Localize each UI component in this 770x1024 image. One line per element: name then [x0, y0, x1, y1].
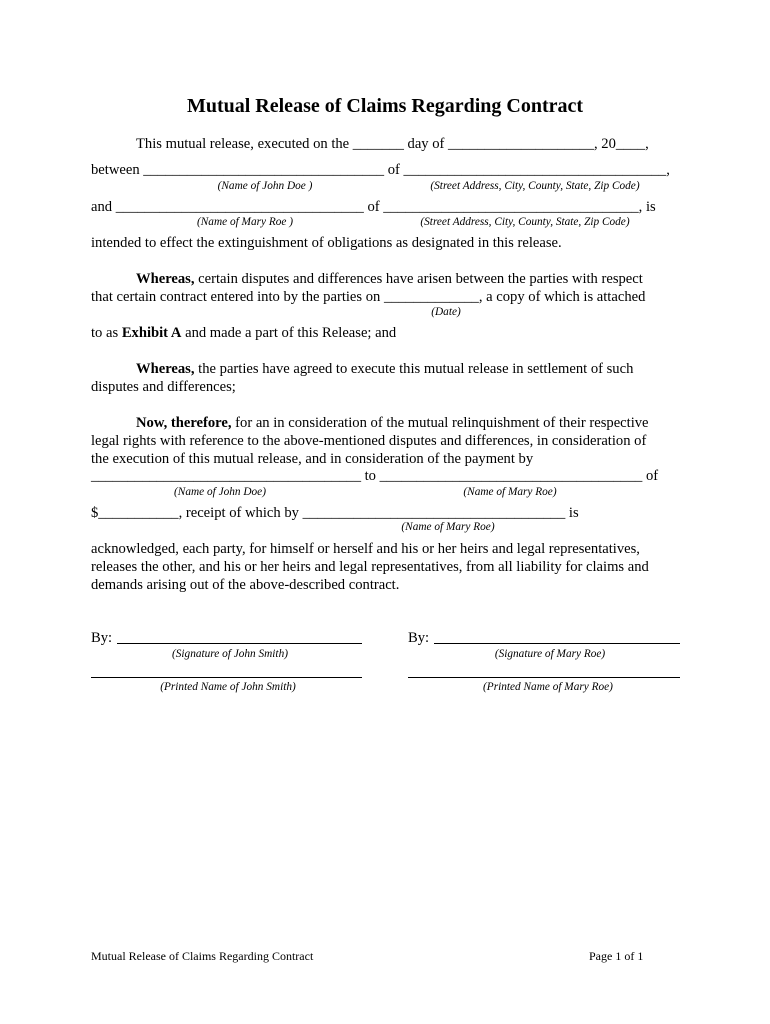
caption-john-doe-name: (Name of John Doe ) [217, 180, 313, 192]
whereas2-line-1-text: the parties have agreed to execute this mutual release in settlement of such [194, 361, 634, 377]
now-line-6: acknowledged, each party, for himself or herself and his or her heirs and legal representatives, [91, 541, 640, 557]
now-line-4: _____________________________________ to ____________________________________ of [91, 468, 659, 484]
printed-name-line-mary-roe [408, 677, 680, 678]
signature-line-john-smith [117, 643, 362, 644]
exhibit-a-label: Exhibit A [121, 325, 182, 341]
whereas1-line-3 [91, 325, 396, 342]
document-title: Mutual Release of Claims Regarding Contract [186, 95, 584, 117]
caption-payer-name: (Name of John Doe) [174, 486, 266, 498]
whereas2-line-2: disputes and differences; [91, 379, 236, 395]
now-line-2: legal rights with reference to the above-mentioned disputes and differences, in consideration of [91, 433, 647, 449]
now-line-7: releases the other, and his or her heirs and legal representatives, from all liability for claims and [91, 559, 649, 575]
caption-signature-john-smith: (Signature of John Smith) [172, 648, 288, 660]
whereas1-line-1-text: certain disputes and differences have arisen between the parties with respect [194, 271, 643, 287]
whereas1-line-2: that certain contract entered into by the parties on _____________, a copy of which is attached [91, 289, 646, 305]
now-line-1-text: for an in consideration of the mutual relinquishment of their respective [231, 415, 649, 431]
intro-line-3: and __________________________________ of ___________________________________, is [91, 199, 656, 215]
whereas2-keyword: Whereas, [136, 361, 195, 377]
whereas1-keyword: Whereas, [136, 271, 195, 287]
caption-receiver-name: (Name of Mary Roe) [401, 521, 495, 533]
caption-mary-roe-name: (Name of Mary Roe ) [197, 216, 293, 228]
intro-line-4: intended to effect the extinguishment of obligations as designated in this release. [91, 235, 562, 251]
now-line-8: demands arising out of the above-described contract. [91, 577, 400, 593]
intro-line-2: between _________________________________ of ____________________________________, [91, 162, 670, 178]
whereas2-line-1 [136, 361, 633, 378]
whereas1-line-3-post: and made a part of this Release; and [181, 325, 397, 341]
caption-printed-name-mary-roe: (Printed Name of Mary Roe) [483, 681, 613, 693]
signature-by-left: By: [91, 630, 113, 646]
caption-payee-name: (Name of Mary Roe) [463, 486, 557, 498]
now-therefore-keyword: Now, therefore, [136, 415, 232, 431]
footer-page-number: Page 1 of 1 [589, 949, 644, 963]
caption-signature-mary-roe: (Signature of Mary Roe) [494, 648, 606, 660]
now-line-5: $___________, receipt of which by ____________________________________ is [91, 505, 579, 521]
footer-document-title: Mutual Release of Claims Regarding Contract [91, 949, 314, 963]
intro-line-1: This mutual release, executed on the _______ day of ____________________, 20____, [136, 136, 649, 152]
now-line-1 [136, 415, 649, 432]
whereas1-line-1 [136, 271, 643, 288]
signature-line-mary-roe [434, 643, 680, 644]
caption-date: (Date) [431, 306, 461, 318]
whereas1-line-3-pre: to as [91, 325, 122, 341]
caption-john-doe-address: (Street Address, City, County, State, Zip Code) [430, 180, 640, 192]
printed-name-line-john-smith [91, 677, 362, 678]
now-line-3: the execution of this mutual release, and in consideration of the payment by [91, 451, 534, 467]
caption-mary-roe-address: (Street Address, City, County, State, Zip Code) [420, 216, 630, 228]
caption-printed-name-john-smith: (Printed Name of John Smith) [160, 681, 296, 693]
signature-by-right: By: [408, 630, 430, 646]
